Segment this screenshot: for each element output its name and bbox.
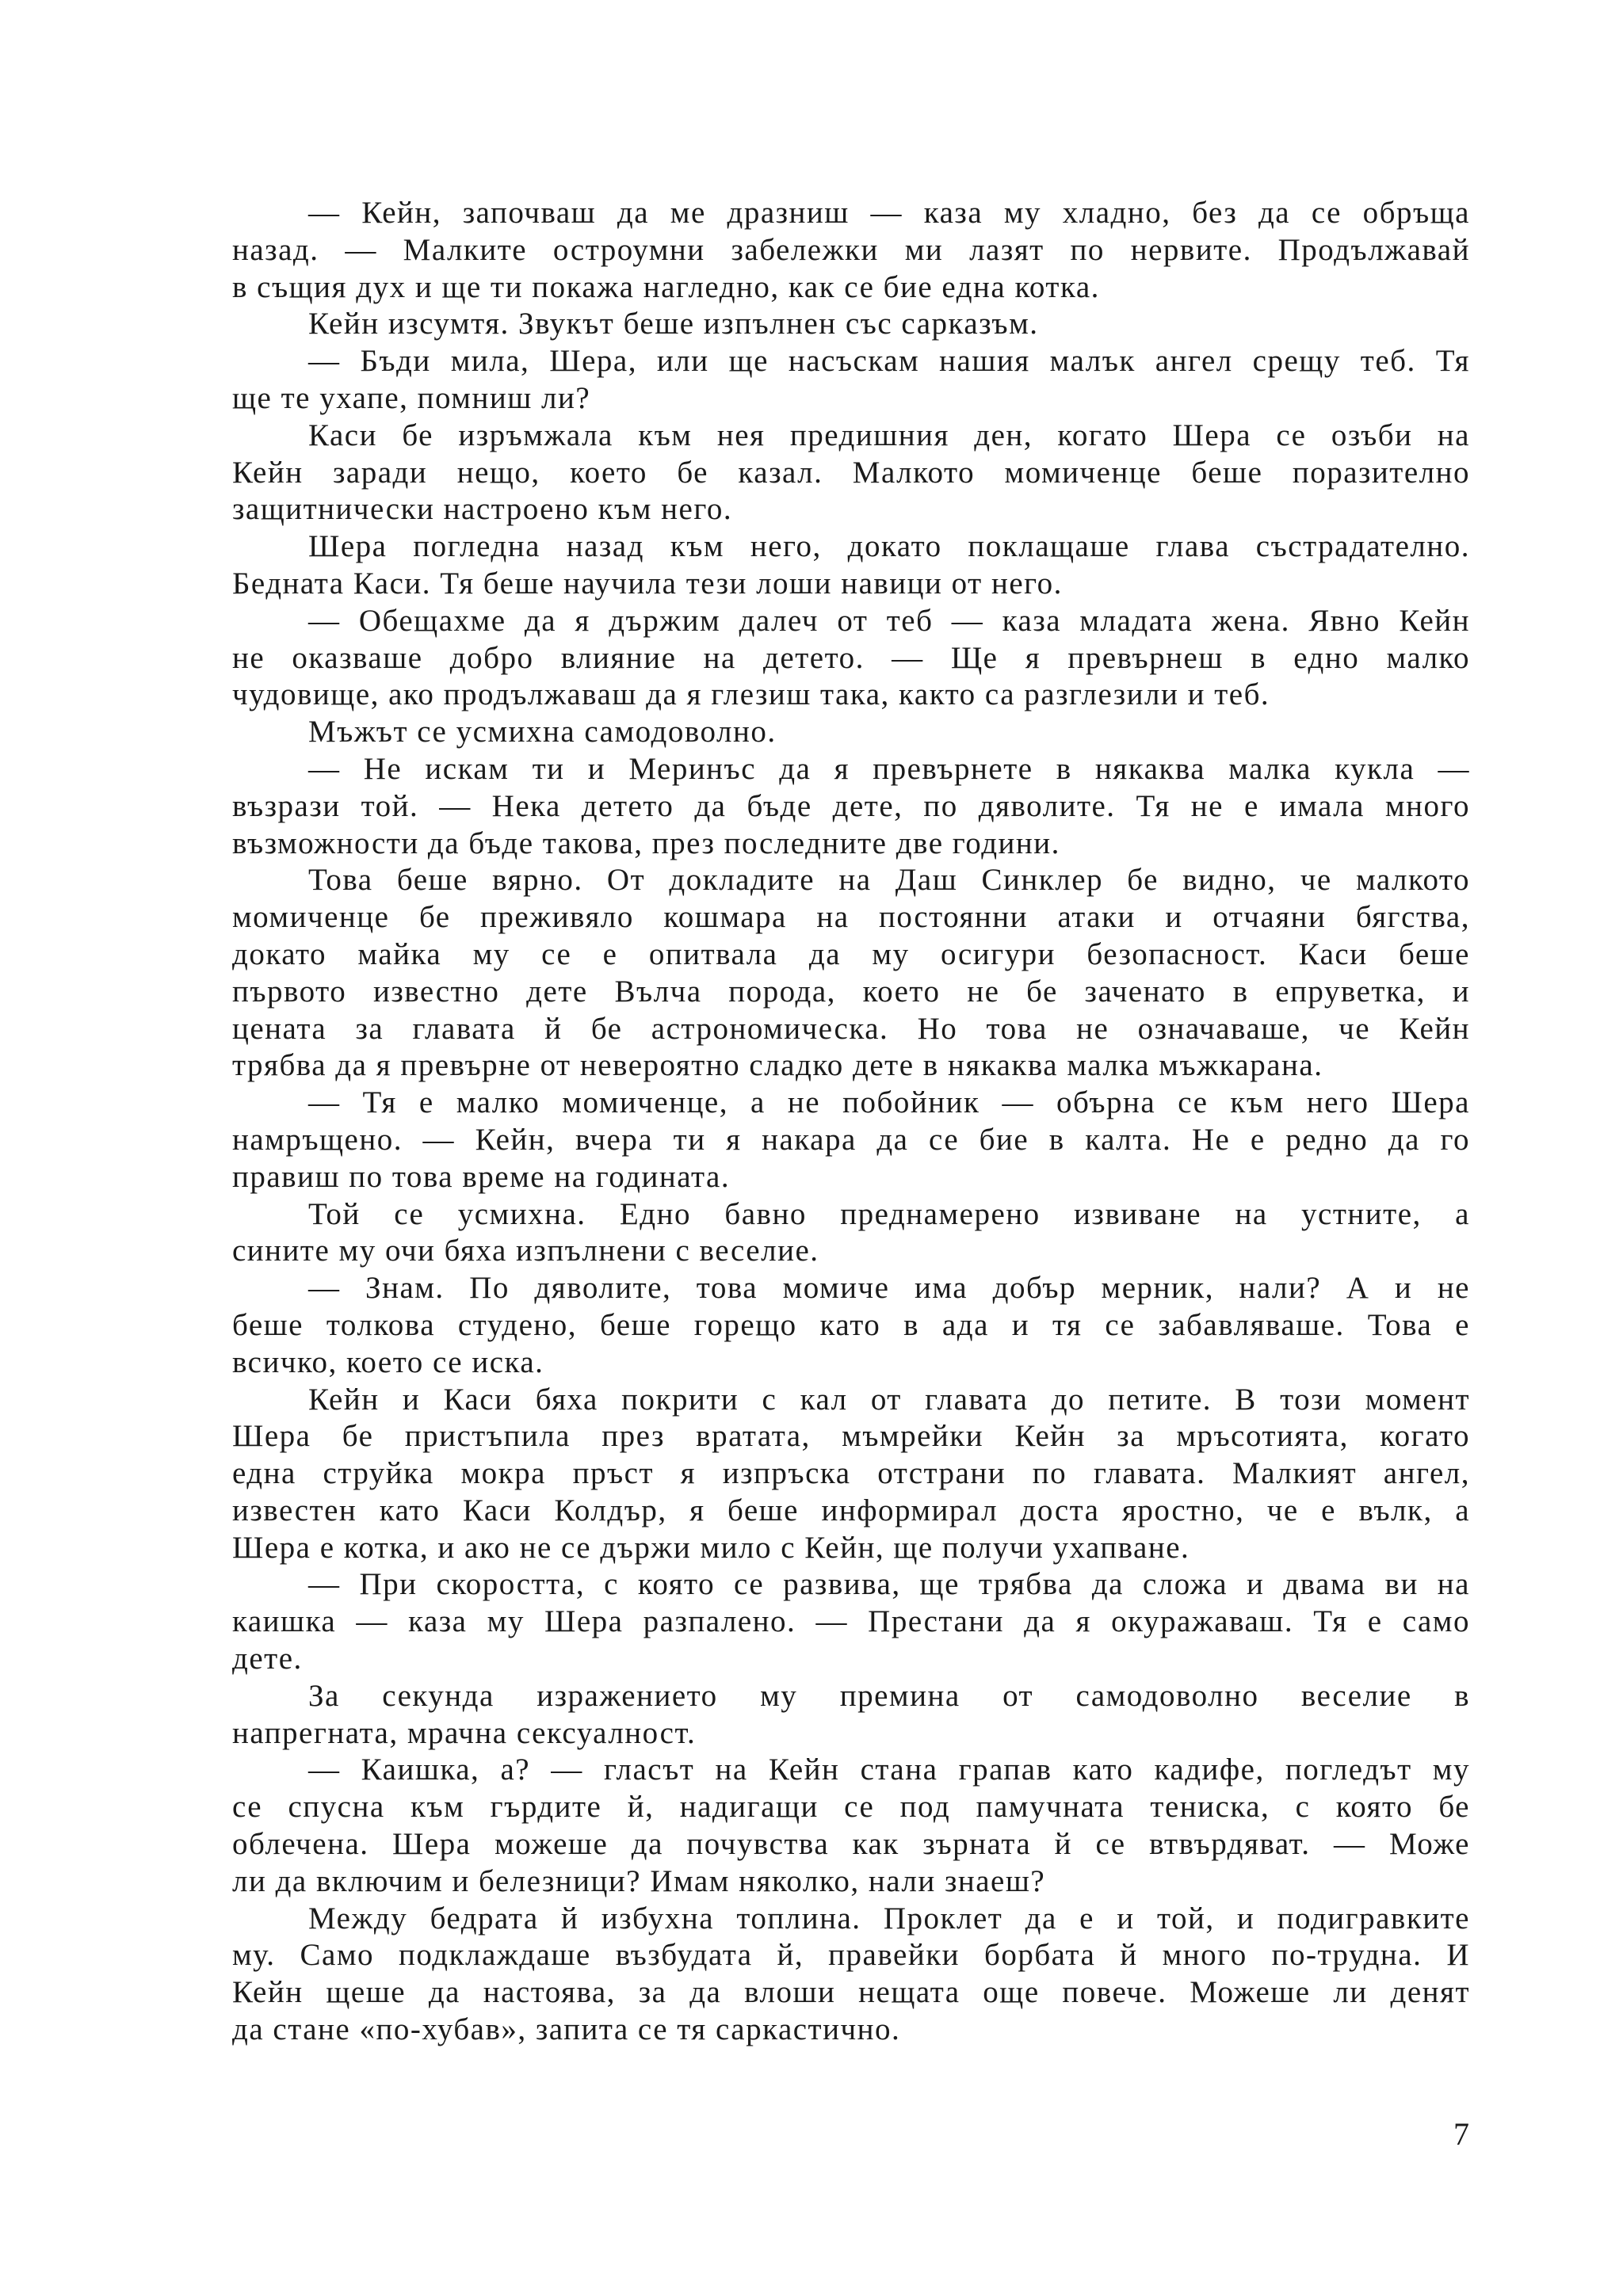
text-line: една струйка мокра пръст я изпръска отстрани по главата. Малкият ангел, bbox=[232, 1456, 1470, 1491]
text-line: Между бедрата й избухна топлина. Проклет да е и той, и подигравките bbox=[308, 1901, 1470, 1936]
text-line: правиш по това време на годината. bbox=[232, 1159, 731, 1194]
paragraph bbox=[232, 1752, 1470, 1900]
paragraph bbox=[232, 603, 1470, 714]
text-line: му. Само подклаждаше възбудата й, правейки борбата й много по-трудна. И bbox=[232, 1938, 1470, 1973]
text-line: — Кейн, започваш да ме дразниш — каза му хладно, без да се обръща bbox=[308, 196, 1470, 230]
text-line: Шера бе пристъпила през вратата, мъмрейки Кейн за мръсотията, когато bbox=[232, 1419, 1470, 1454]
text-line: Кейн изсумтя. Звукът беше изпълнен със сарказъм. bbox=[308, 307, 1039, 341]
text-line: Кейн заради нещо, което бе казал. Малкото момиченце беше поразително bbox=[232, 455, 1470, 490]
text-line: ли да включим и белезници? Имам няколко, нали знаеш? bbox=[232, 1863, 1046, 1898]
text-line: да стане «по-хубав», запита се тя саркастично. bbox=[232, 2012, 901, 2047]
text-line: Шера погледна назад към него, докато поклащаше глава състрадателно. bbox=[308, 529, 1470, 564]
text-line: чудовище, ако продължаваш да я глезиш така, както са разглезили и теб. bbox=[232, 677, 1270, 712]
paragraph bbox=[232, 1901, 1470, 2049]
text-line: За секунда изражението му премина от самодоволно веселие в bbox=[308, 1678, 1470, 1713]
text-line: трябва да я превърне от невероятно сладко дете в някаква малка мъжкарана. bbox=[232, 1048, 1323, 1083]
paragraph bbox=[232, 528, 1470, 603]
text-line: защитнически настроено към него. bbox=[232, 492, 733, 527]
paragraph bbox=[232, 195, 1470, 306]
paragraph bbox=[232, 1566, 1470, 1677]
text-line: назад. — Малките остроумни забележки ми лазят по нервите. Продължавай bbox=[232, 232, 1470, 267]
text-line: облечена. Шера можеше да почувства как зърната й се втвърдяват. — Може bbox=[232, 1827, 1470, 1862]
paragraph bbox=[232, 1196, 1470, 1271]
text-line: всичко, което се иска. bbox=[232, 1344, 544, 1379]
text-line: — Не искам ти и Меринъс да я превърнете в някаква малка кукла — bbox=[308, 751, 1470, 786]
text-line: в същия дух и ще ти покажа нагледно, как се бие една котка. bbox=[232, 269, 1100, 304]
page-body bbox=[232, 195, 1470, 2049]
paragraph bbox=[232, 306, 1470, 343]
text-line: възможности да бъде такова, през последните две години. bbox=[232, 826, 1060, 860]
text-line: първото известно дете Вълча порода, което не бе заченато в епруветка, и bbox=[232, 974, 1470, 1009]
text-line: Мъжът се усмихна самодоволно. bbox=[308, 715, 777, 749]
text-line: — Тя е малко момиченце, а не побойник — обърна се към него Шера bbox=[308, 1085, 1470, 1120]
text-line: — Знам. По дяволите, това момиче има добър мерник, нали? А и не bbox=[308, 1271, 1470, 1306]
text-line: възрази той. — Нека детето да бъде дете, по дяволите. Тя не е имала много bbox=[232, 788, 1470, 823]
text-line: не оказваше добро влияние на детето. — Ще я превърнеш в едно малко bbox=[232, 640, 1470, 675]
text-line: Той се усмихна. Едно бавно преднамерено извиване на устните, а bbox=[308, 1196, 1470, 1231]
paragraph bbox=[232, 343, 1470, 418]
paragraph bbox=[232, 862, 1470, 1085]
text-line: дете. bbox=[232, 1642, 303, 1676]
paragraph bbox=[232, 418, 1470, 528]
text-line: сините му очи бяха изпълнени с веселие. bbox=[232, 1234, 819, 1268]
text-line: Каси бе изръмжала към нея предишния ден, когато Шера се озъби на bbox=[308, 418, 1470, 452]
paragraph bbox=[232, 1270, 1470, 1381]
text-line: ще те ухапе, помниш ли? bbox=[232, 380, 591, 415]
text-line: се спусна към гърдите й, надигащи се под памучната тениска, с която бе bbox=[232, 1790, 1470, 1825]
text-line: напрегната, мрачна сексуалност. bbox=[232, 1715, 697, 1750]
text-line: Кейн щеше да настоява, за да влоши нещата още повече. Можеше ли денят bbox=[232, 1975, 1470, 2010]
page-number: 7 bbox=[1453, 2116, 1469, 2152]
text-line: Това беше вярно. От докладите на Даш Синклер бе видно, че малкото bbox=[308, 863, 1470, 898]
text-line: — Каишка, а? — гласът на Кейн стана грапав като кадифе, погледът му bbox=[308, 1753, 1470, 1787]
paragraph bbox=[232, 751, 1470, 862]
text-line: — При скоростта, с която се развива, ще трябва да сложа и двама ви на bbox=[308, 1567, 1470, 1602]
text-line: докато майка му се е опитвала да му осигури безопасност. Каси беше bbox=[232, 936, 1470, 971]
text-line: цената за главата й бе астрономическа. Но това не означаваше, че Кейн bbox=[232, 1011, 1470, 1046]
paragraph bbox=[232, 1382, 1470, 1567]
text-line: Кейн и Каси бяха покрити с кал от главата до петите. В този момент bbox=[308, 1382, 1470, 1417]
paragraph bbox=[232, 714, 1470, 751]
text-line: Бедната Каси. Тя беше научила тези лоши навици от него. bbox=[232, 566, 1063, 601]
text-line: каишка — каза му Шера разпалено. — Престани да я окуражаваш. Тя е само bbox=[232, 1604, 1470, 1639]
text-line: момиченце бе преживяло кошмара на постоянни атаки и отчаяни бягства, bbox=[232, 900, 1470, 935]
text-line: намръщено. — Кейн, вчера ти я накара да се бие в калта. Не е редно да го bbox=[232, 1122, 1470, 1157]
text-line: беше толкова студено, беше горещо като в ада и тя се забавляваше. Това е bbox=[232, 1307, 1470, 1342]
text-line: — Бъди мила, Шера, или ще насъскам нашия малък ангел срещу теб. Тя bbox=[308, 344, 1470, 379]
text-line: Шера е котка, и ако не се държи мило с Кейн, ще получи ухапване. bbox=[232, 1530, 1190, 1565]
text-line: известен като Каси Колдър, я беше информирал доста яростно, че е вълк, а bbox=[232, 1493, 1470, 1527]
paragraph bbox=[232, 1678, 1470, 1753]
text-line: — Обещахме да я държим далеч от теб — каза младата жена. Явно Кейн bbox=[308, 603, 1470, 638]
paragraph bbox=[232, 1085, 1470, 1196]
